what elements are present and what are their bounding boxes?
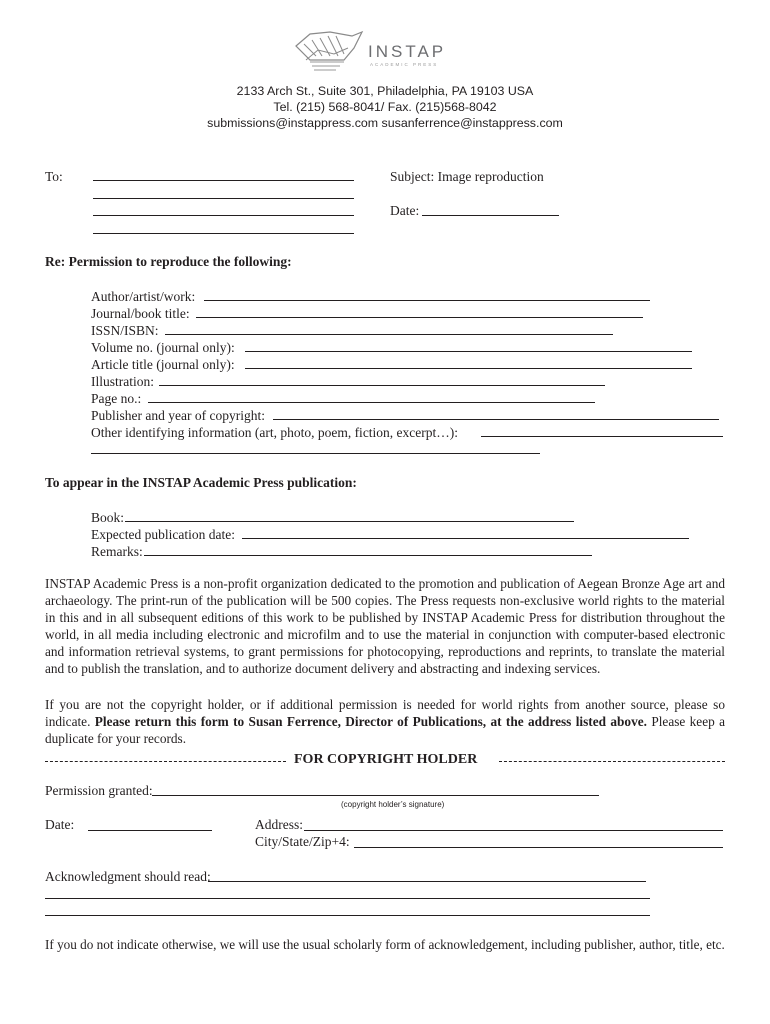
field-page-label: Page no.: [91, 391, 142, 406]
address-line[interactable] [304, 830, 723, 831]
header-address: 2133 Arch St., Suite 301, Philadelphia, PA 19103 USA [236, 84, 534, 98]
to-label: To: [45, 169, 63, 184]
instructions-text: If you are not the copyright holder, or if additional permission is needed for world rights from another source, please so indicate. [45, 697, 725, 729]
divider-right [499, 761, 725, 762]
permission-heading: Re: Permission to reproduce the following: [45, 254, 292, 269]
date-line[interactable] [422, 215, 559, 216]
field-illustration-label: Illustration: [91, 374, 154, 389]
field-publisher-label: Publisher and year of copyright: [91, 408, 265, 423]
acknowledgment-line-1[interactable] [208, 881, 646, 882]
signature-line[interactable] [152, 795, 599, 796]
field-journal-label: Journal/book title: [91, 306, 190, 321]
field-other-label: Other identifying information (art, photo, poem, fiction, excerpt…): [91, 425, 459, 440]
field-issn-label: ISSN/ISBN: [91, 323, 159, 338]
acknowledgment-line-3[interactable] [45, 915, 650, 916]
field-pubdate-label: Expected publication date: [91, 527, 235, 542]
field-illustration-line[interactable] [159, 385, 605, 386]
field-pubdate-line[interactable] [242, 538, 689, 539]
field-book-line[interactable] [125, 521, 574, 522]
instructions-duplicate-note: Please keep a duplicate for your records. [45, 713, 726, 746]
footer-note: If you do not indicate otherwise, we will use the usual scholarly form of acknowledgement, including publisher, author, title, etc. [45, 937, 725, 952]
logo-subtitle: ACADEMIC PRESS [370, 62, 439, 67]
to-line-4[interactable] [93, 233, 354, 234]
publication-heading: To appear in the INSTAP Academic Press publication: [45, 475, 357, 490]
field-author-line[interactable] [204, 300, 650, 301]
acknowledgment-line-2[interactable] [45, 898, 650, 899]
permission-granted-label: Permission granted: [45, 783, 153, 798]
field-book-label: Book: [91, 510, 125, 525]
field-remarks-label: Remarks: [91, 544, 143, 559]
field-remarks-line[interactable] [144, 555, 592, 556]
subject-text: Subject: Image reproduction [390, 169, 544, 184]
city-line[interactable] [354, 847, 723, 848]
logo-wordmark: INSTAP [368, 42, 447, 61]
field-page-line[interactable] [148, 402, 595, 403]
field-volume-label: Volume no. (journal only): [91, 340, 235, 355]
holder-date-line[interactable] [88, 830, 212, 831]
signature-caption: (copyright holder’s signature) [341, 800, 445, 809]
instructions-paragraph [45, 697, 725, 748]
field-volume-line[interactable] [245, 351, 692, 352]
to-line-3[interactable] [93, 215, 354, 216]
field-issn-line[interactable] [165, 334, 613, 335]
to-line-1[interactable] [93, 180, 354, 181]
terms-paragraph: INSTAP Academic Press is a non-profit organization dedicated to the promotion and publication of Aegean Bronze Age art and archaeology. The print-run of the publication will be 500 copies. The Press requests non-exclusive world rights to the material in this and in all subsequent editions of this work to be published by INSTAP Academic Press for distribution throughout the world, in all media including electronic and microfilm and to use the material in conjunction with computer-based electronic and information retrieval systems, to grant permissions for photocopying, reproductions and reprints, to translate the material and to publish the translation, and to authorize document delivery and abstracting and indexing services. [45, 576, 725, 676]
instructions-return-note: Please return this form to Susan Ferrence, Director of Publications, at the address listed above. [94, 713, 647, 729]
field-other-line[interactable] [481, 436, 723, 437]
field-article-line[interactable] [245, 368, 692, 369]
to-line-2[interactable] [93, 198, 354, 199]
field-publisher-line[interactable] [273, 419, 719, 420]
copyright-heading: FOR COPYRIGHT HOLDER [294, 752, 478, 767]
date-label: Date: [390, 203, 420, 218]
holder-date-label: Date: [45, 817, 75, 832]
field-author-label: Author/artist/work: [91, 289, 196, 304]
field-other-line-2[interactable] [91, 453, 540, 454]
instap-logo-icon [290, 26, 370, 76]
field-article-label: Article title (journal only): [91, 357, 235, 372]
field-journal-line[interactable] [196, 317, 643, 318]
header-emails: submissions@instappress.com susanferrence@instappress.com [207, 116, 563, 130]
divider-left [45, 761, 286, 762]
acknowledgment-label: Acknowledgment should read: [45, 869, 211, 884]
city-label: City/State/Zip+4: [255, 834, 350, 849]
address-label: Address: [255, 817, 303, 832]
header-phone: Tel. (215) 568-8041/ Fax. (215)568-8042 [273, 100, 497, 114]
